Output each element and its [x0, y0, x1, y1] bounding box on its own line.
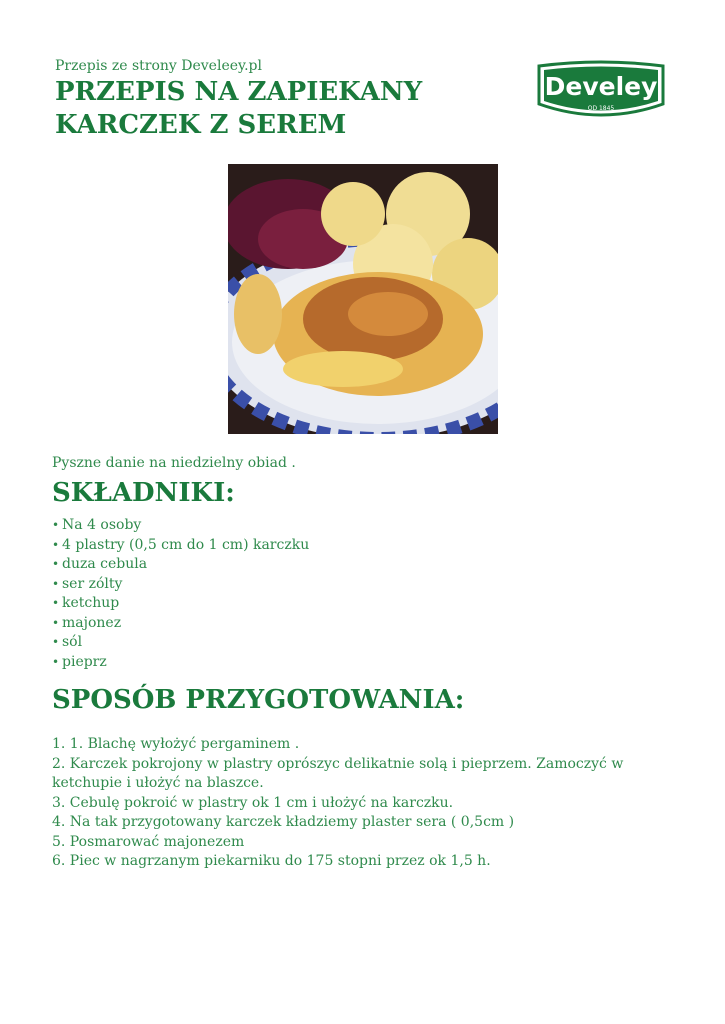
dish-photo	[228, 164, 498, 434]
ingredient-item: • duza cebula	[52, 555, 309, 575]
ingredient-item: • ketchup	[52, 594, 309, 614]
preparation-steps	[52, 735, 677, 872]
logo-since-text: OD 1845	[587, 105, 615, 112]
preparation-heading: SPOSÓB PRZYGOTOWANIA:	[52, 685, 465, 715]
intro-text: Pyszne danie na niedzielny obiad .	[52, 455, 296, 471]
step-item: 3. Cebulę pokroić w plastry ok 1 cm i ułożyć na karczku.	[52, 794, 454, 811]
ingredients-list	[52, 516, 309, 672]
ingredient-item: • Na 4 osoby	[52, 516, 309, 536]
step-item: 4. Na tak przygotowany karczek kładziemy plaster sera ( 0,5cm )	[52, 814, 515, 830]
develey-logo	[533, 60, 669, 122]
title-line-1: PRZEPIS NA ZAPIEKANY	[55, 77, 423, 107]
step-item: 2. Karczek pokrojony w plastry oprószyc delikatnie solą i pieprzem. Zamoczyć w ketchupie i ułożyć na blaszce.	[52, 755, 624, 791]
step-item: 6. Piec w nagrzanym piekarniku do 175 stopni przez ok 1,5 h.	[52, 853, 491, 869]
recipe-title	[55, 76, 422, 142]
source-line: Przepis ze strony Develeey.pl	[55, 58, 262, 74]
title-line-2: KARCZEK Z SEREM	[55, 110, 347, 140]
ingredient-item: • pieprz	[52, 653, 309, 673]
ingredient-item: • majonez	[52, 614, 309, 634]
ingredient-item: • sól	[52, 633, 309, 653]
step-item: 5. Posmarować majonezem	[52, 833, 245, 850]
logo-brand-text: Develey	[544, 72, 658, 101]
ingredients-heading: SKŁADNIKI:	[52, 478, 235, 508]
ingredient-item: • 4 plastry (0,5 cm do 1 cm) karczku	[52, 536, 309, 556]
step-item: 1. 1. Blachę wyłożyć pergaminem .	[52, 736, 300, 752]
ingredient-item: • ser zólty	[52, 575, 309, 595]
